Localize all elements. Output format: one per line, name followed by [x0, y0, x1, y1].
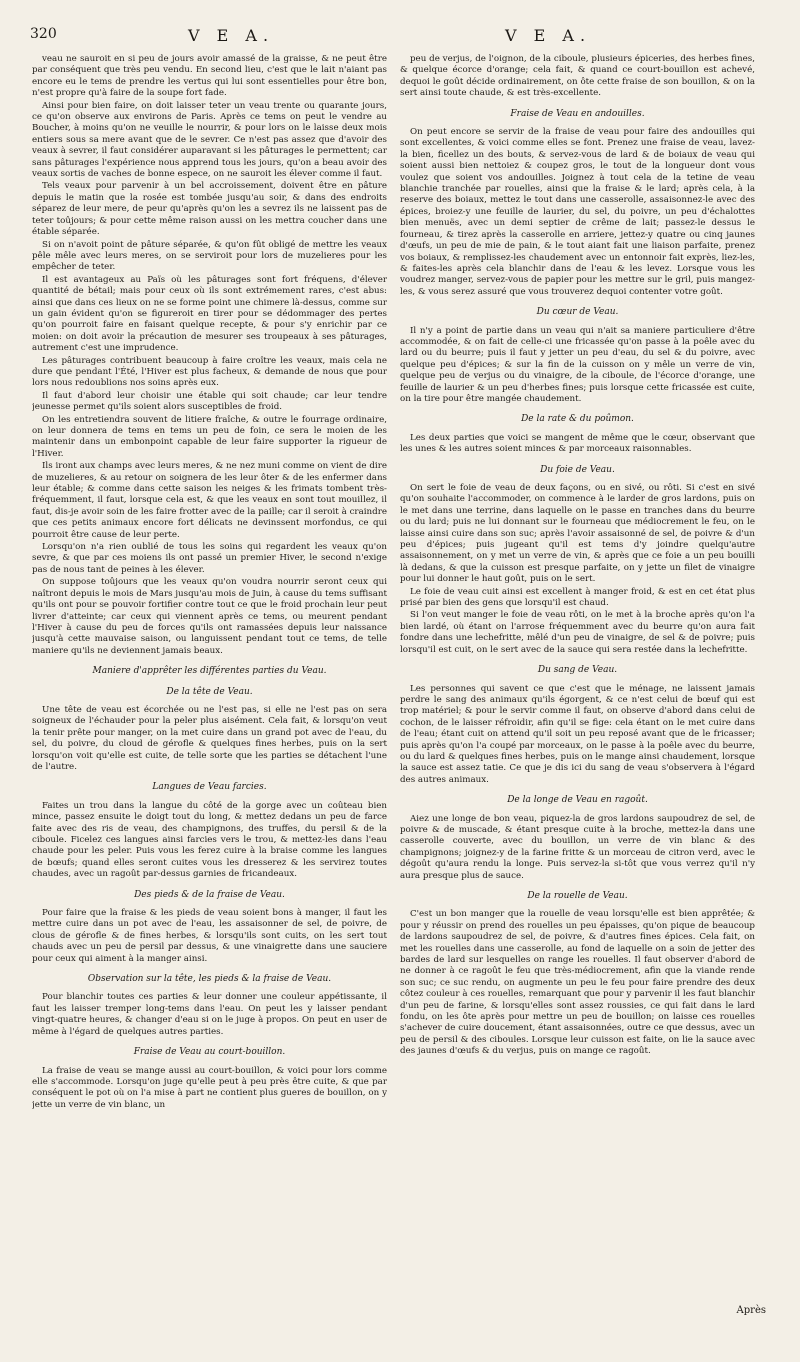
paragraph: Ainsi pour bien faire, on doit laisser teter un veau trente ou quarante jours, ce qu'on observe aux environs de Paris. Après ce tems on peut le vendre au Boucher, à moins qu'on ne veuille le nourrir, & pour lors on le laisse deux mois entiers sous sa mere avant que de le sevrer. Ce n'est pas assez que d'avoir des veaux à sevrer, il faut considérer auparavant si les pâturages le permettent; car sans pâturages l'expérience nous apprend tous les jours, qu'on a beau avoir des veaux sortis de vaches de bonne espece, on ne sauroit les élever comme il faut.: [32, 100, 387, 180]
paragraph: Pour faire que la fraise & les pieds de veau soient bons à manger, il faut les mettre cuire dans un pot avec de l'eau, les assaisonner de sel, de poivre, de clous de gérofle & de fines herbes, & lorsqu'ils sont cuits, on les sert tout chauds avec un peu de persil par dessus, & une vinaigrette dans une sauciere pour ceux qui aiment à la manger ainsi.: [32, 908, 387, 964]
paragraph: Il est avantageux au Païs où les pâturages sont fort fréquens, d'élever quantité de bétail; mais pour ceux où ils sont extrémement rares, c'est abus: ainsi que dans ces lieux on ne se forme point une chimere là-dessus, comme sur un gain évident qu'on se figureroit en tirer pour se dédommager des pertes qu'on pourroit faire en faisant quelque recepte, & pour s'y enrichir par ce moien: on doit avoir la précaution de mesurer ses troupeaux à ses pâturages, autrement c'est une imprudence.: [32, 274, 387, 354]
paragraph: Si on n'avoit point de pâture séparée, & qu'on fût obligé de mettre les veaux pêle mêle avec leurs meres, on se serviroit pour lors de muzelieres pour les empêcher de teter.: [32, 239, 387, 273]
paragraph: Aiez une longe de bon veau, piquez-la de gros lardons saupoudrez de sel, de poivre & de muscade, & étant presque cuite à la broche, mettez-la dans une casserolle couverte, avec du bouillon, un verre de vin blanc & des champignons; joignez-y de la farine fritte & un morceau de citron verd, avec le dégoût qu'aura rendu la longe. Puis servez-la si-tôt que vous verrez qu'il n'y aura presque plus de sauce.: [400, 813, 755, 881]
section-heading: Du cœur de Veau.: [536, 307, 619, 318]
running-head-right: V E A.: [505, 26, 592, 45]
section-heading: Observation sur la tête, les pieds & la fraise de Veau.: [87, 974, 332, 985]
page-header: [0, 26, 800, 50]
paragraph: Faites un trou dans la langue du côté de la gorge avec un coûteau bien mince, passez ensuite le doigt tout du long, & mettez dedans un peu de farce faite avec des ris de veau, des champignons, des truffes, du persil & de la ciboule. Ficelez ces langues ainsi farcies vers le trou, & mettez-les dans l'eau chaude pour les peler. Puis vous les ferez cuire à la braise comme les langues de bœufs; quand elles seront cuites vous les dresserez & les servirez toutes chaudes, avec un ragoût par-dessus garnies de fricandeaux.: [32, 800, 387, 880]
paragraph: peu de verjus, de l'oignon, de la ciboule, plusieurs épiceries, des herbes fines, & quelque écorce d'orange; cela fait, & quand ce court-bouillon est achevé, dequoi le goût décide ordinairement, on ôte cette fraise de son bouillon, & on la sert ainsi toute chaude, & est très-excellente.: [400, 54, 755, 99]
section-heading: De la rate & du poûmon.: [521, 414, 634, 425]
left-column: [32, 54, 387, 1344]
paragraph: Tels veaux pour parvenir à un bel accroissement, doivent être en pâture depuis le matin que la rosée est tombée jusqu'au soir, & dans des endroits séparez de leur mere, de peur qu'après qu'on les a sevrez ils ne laissent pas de teter toûjours; & pour cette même raison aussi on les mettra coucher dans une étable séparée.: [32, 181, 387, 238]
section-heading: De la tête de Veau.: [166, 686, 253, 697]
section-heading: Fraise de Veau en andouilles.: [510, 108, 645, 119]
paragraph: Lorsqu'on n'a rien oublié de tous les soins qui regardent les veaux qu'on sevre, & que par ces moiens ils ont passé un premier Hiver, le second n'exige pas de nous tant de peines à les élever.: [32, 542, 387, 575]
paragraph: Il faut d'abord leur choisir une étable qui soit chaude; car leur tendre jeunesse permet qu'ils soient alors susceptibles de froid.: [32, 390, 387, 413]
paragraph: On les entretiendra souvent de litiere fraîche, & outre le fourrage ordinaire, on leur donnera de tems en tems un peu de foin, ce sera le moien de les maintenir dans un embonpoint capable de leur faire supporter la rigueur de l'Hiver.: [32, 414, 387, 459]
paragraph: Ils iront aux champs avec leurs meres, & ne nez muni comme on vient de dire de muzelieres, & au retour on soignera de les leur ôter & de les enfermer dans leur étable; & comme dans cette saison les neiges & les frimats tombent très-fréquemment, il faut, lorsque cela est, & que les veaux en sont tout mouillez, il faut, dis-je avoir soin de les faire frotter avec de la paille; car il seroit à craindre que ces petits animaux encore fort délicats ne devinssent morfondus, ce qui pourroit être cause de leur perte.: [32, 461, 387, 540]
paragraph: C'est un bon manger que la rouelle de veau lorsqu'elle est bien apprêtée; & pour y réussir on prend des rouelles un peu épaisses, qu'on pique de beaucoup de lardons saupoudrez de sel, de poivre, & d'autres fines épices. Cela fait, on met les rouelles dans une casserolle, au fond de laquelle on a soin de jetter des bardes de lard sur lesquelles on range les rouelles. Il faut observer d'abord de ne donner à ce ragoût le feu que très-médiocrement, afin que la viande rende son suc; ce suc rendu, on augmente un peu le feu pour faire prendre des deux côtez couleur à ces rouelles, remarquant que pour y parvenir il les faut blanchir d'un peu de farine, & lorsqu'elles sont assez roussies, ce qui fait dans le lard fondu, on les ôte après pour mettre un peu de bouillon; on laisse ces rouelles s'achever de cuire doucement, étant assaisonnées, outre ce que dessus, avec un peu de persil & des ciboules. Lorsque leur cuisson est faite, on lie la sauce avec des jaunes d'œufs & du verjus, puis on mange ce ragoût.: [400, 909, 755, 1057]
section-heading: Du sang de Veau.: [537, 665, 618, 676]
paragraph: Les personnes qui savent ce que c'est que le ménage, ne laissent jamais perdre le sang des animaux qu'ils égorgent, & ce n'est celui de bœuf qui est trop matériel; & pour le servir comme il faut, on observe d'abord dans celui de cochon, de le laisser réfroidir, afin qu'il se fige: cela étant on le met cuire dans de l'eau; étant cuit on attend qu'il soit un peu reposé avant que de le fricasser; puis après qu'on l'a coupé par morceaux, on le passe à la poêle avec du beurre, ou du lard & quelques fines herbes, puis on le mange ainsi chaudement, lorsque la sauce est assez tatie. Ce que je dis ici du sang de veau s'observera à l'égard des autres animaux.: [400, 683, 755, 785]
paragraph: veau ne sauroit en si peu de jours avoir amassé de la graisse, & ne peut être par conséquent que très peu vendu. En second lieu, c'est que le lait n'aiant pas encore eu le tems de prendre les vertus qui lui sont essentielles pour être bon, n'est propre qu'à faire de la soupe fort fade.: [32, 54, 387, 99]
section-heading: Fraise de Veau au court-bouillon.: [133, 1047, 286, 1058]
paragraph: Les pâturages contribuent beaucoup à faire croître les veaux, mais cela ne dure que pendant l'Été, l'Hiver est plus facheux, & demande de nous que pour lors nous redoublions nos soins après eux.: [32, 355, 387, 389]
paragraph: On peut encore se servir de la fraise de veau pour faire des andouilles qui sont excellentes, & voici comme elles se font. Prenez une fraise de veau, lavez-la bien, ficellez un des bouts, & servez-vous de lard & de boiaux de veau qui soient aussi bien nettoiez & coupez gros, le tout de la longueur dont vous voulez que soient vos andouilles. Joignez à tout cela de la tetine de veau blanchie tranchée par rouelles, ainsi que la fraise & le lard; après cela, à la reserve des boiaux, mettez le tout dans une casserolle, assaisonnez-le avec des épices, broiez-y une feuille de laurier, du sel, du poivre, un peu d'échalottes bien menuës, avec un demi septier de crême de lait; passez-le dessus le fourneau, & tirez après la casserolle en arriere, jettez-y quatre ou cinq jaunes d'œufs, un peu de mie de pain, & le tout aiant fait une liaison parfaite, prenez vos boiaux, & remplissez-les chaudement avec un entonnoir fait exprès, liez-les, & faites-les après cela blanchir dans de l'eau & les levez. Lorsque vous les voudrez manger, servez-vous de papier pour les mettre sur le gril, puis mangez-les, & vous serez assuré que vous trouverez dequoi contenter votre goût.: [400, 127, 755, 297]
paragraph: On sert le foie de veau de deux façons, ou en sivé, ou rôti. Si c'est en sivé qu'on souhaite l'accommoder, on commence à le larder de gros lardons, puis on le met dans une terrine, dans laquelle on le passe en tranches dans du beurre ou du lard; puis ne lui donnant sur le fourneau que médiocrement le feu, on le laisse ainsi cuire dans son suc; après l'avoir assaisonné de sel, de poivre & d'un peu d'épices; puis jugeant qu'il est tems d'y joindre quelqu'autre assaisonnement, on y met un verre de vin, & après que ce foie a un peu bouilli là dedans, & que la cuisson est presque parfaite, on y jette un filet de vinaigre pour lui donner le haut goût, puis on le sert.: [400, 483, 755, 585]
paragraph: La fraise de veau se mange aussi au court-bouillon, & voici pour lors comme elle s'accommode. Lorsqu'on juge qu'elle peut à peu près être cuite, & que par conséquent le pot où on l'a mise à part ne contient plus gueres de bouillon, on y jette un verre de vin blanc, un: [32, 1065, 387, 1110]
paragraph: Si l'on veut manger le foie de veau rôti, on le met à la broche après qu'on l'a bien lardé, où étant on l'arrose fréquemment avec du beurre qu'on aura fait fondre dans une lechefritte, mêlé d'un peu de vinaigre, de sel & de poivre; puis lorsqu'il est cuit, on le sert avec de la sauce qui sera restée dans la lechefritte.: [400, 610, 755, 655]
running-head-left: V E A.: [188, 26, 275, 45]
catchword: Après: [736, 1305, 766, 1316]
paragraph: Pour blanchir toutes ces parties & leur donner une couleur appétissante, il faut les laisser tremper long-tems dans l'eau. On peut les y laisser pendant vingt-quatre heures, & changer d'eau si on le juge à propos. On peut en user de même à l'égard de quelques autres parties.: [32, 992, 387, 1037]
section-heading: Du foie de Veau.: [540, 464, 615, 475]
paragraph: Il n'y a point de partie dans un veau qui n'ait sa maniere particuliere d'être accommodée, & on fait de celle-ci une fricassée qu'on passe à la poêle avec du lard ou du beurre; puis il faut y jetter un peu d'eau, du sel & du poivre, avec quelque peu d'épices; & sur la fin de la cuisson on y mêle un verre de vin, quelque peu de verjus ou du vinaigre, de la ciboule, de l'écorce d'orange, une feuille de laurier & un peu d'herbes fines; puis lorsque cette fricassée est cuite, on la tire pour être mangée chaudement.: [400, 325, 755, 404]
paragraph: Une tête de veau est écorchée ou ne l'est pas, si elle ne l'est pas on sera soigneux de l'échauder pour la peler plus aisément. Cela fait, & lorsqu'on veut la tenir prête pour manger, on la met cuire dans un grand pot avec de l'eau, du sel, du poivre, du cloud de gérofle & quelques fines herbes, puis on la sert lorsqu'on voit qu'elle est cuite, de telle sorte que les parties se détachent l'une de l'autre.: [32, 704, 387, 772]
section-heading: De la longe de Veau en ragoût.: [507, 795, 648, 806]
paragraph: Les deux parties que voici se mangent de même que le cœur, observant que les unes & les autres soient minces & par morceaux raisonnables.: [400, 432, 755, 455]
page-number: 320: [30, 26, 57, 42]
section-heading: De la rouelle de Veau.: [527, 891, 628, 901]
right-column: [400, 54, 755, 1344]
section-heading: Maniere d'apprêter les différentes parties du Veau.: [92, 666, 327, 677]
section-heading: Langues de Veau farcies.: [152, 782, 267, 793]
paragraph: Le foie de veau cuit ainsi est excellent à manger froid, & est en cet état plus prisé par bien des gens que lorsqu'il est chaud.: [400, 586, 755, 609]
paragraph: On suppose toûjours que les veaux qu'on voudra nourrir seront ceux qui naîtront depuis le mois de Mars jusqu'au mois de Juin, à cause du tems suffisant qu'ils ont pour se pouvoir fortifier contre tout ce que le froid prochain leur peut livrer d'atteinte; car ceux qui viennent après ce tems, ou meurent pendant l'Hiver à cause du peu de forces qu'ils ont ramassées depuis leur naissance jusqu'à cette mauvaise saison, ou languissent pendant tout ce tems, de telle maniere qu'ils ne deviennent jamais beaux.: [32, 577, 387, 656]
section-heading: Des pieds & de la fraise de Veau.: [134, 889, 285, 900]
